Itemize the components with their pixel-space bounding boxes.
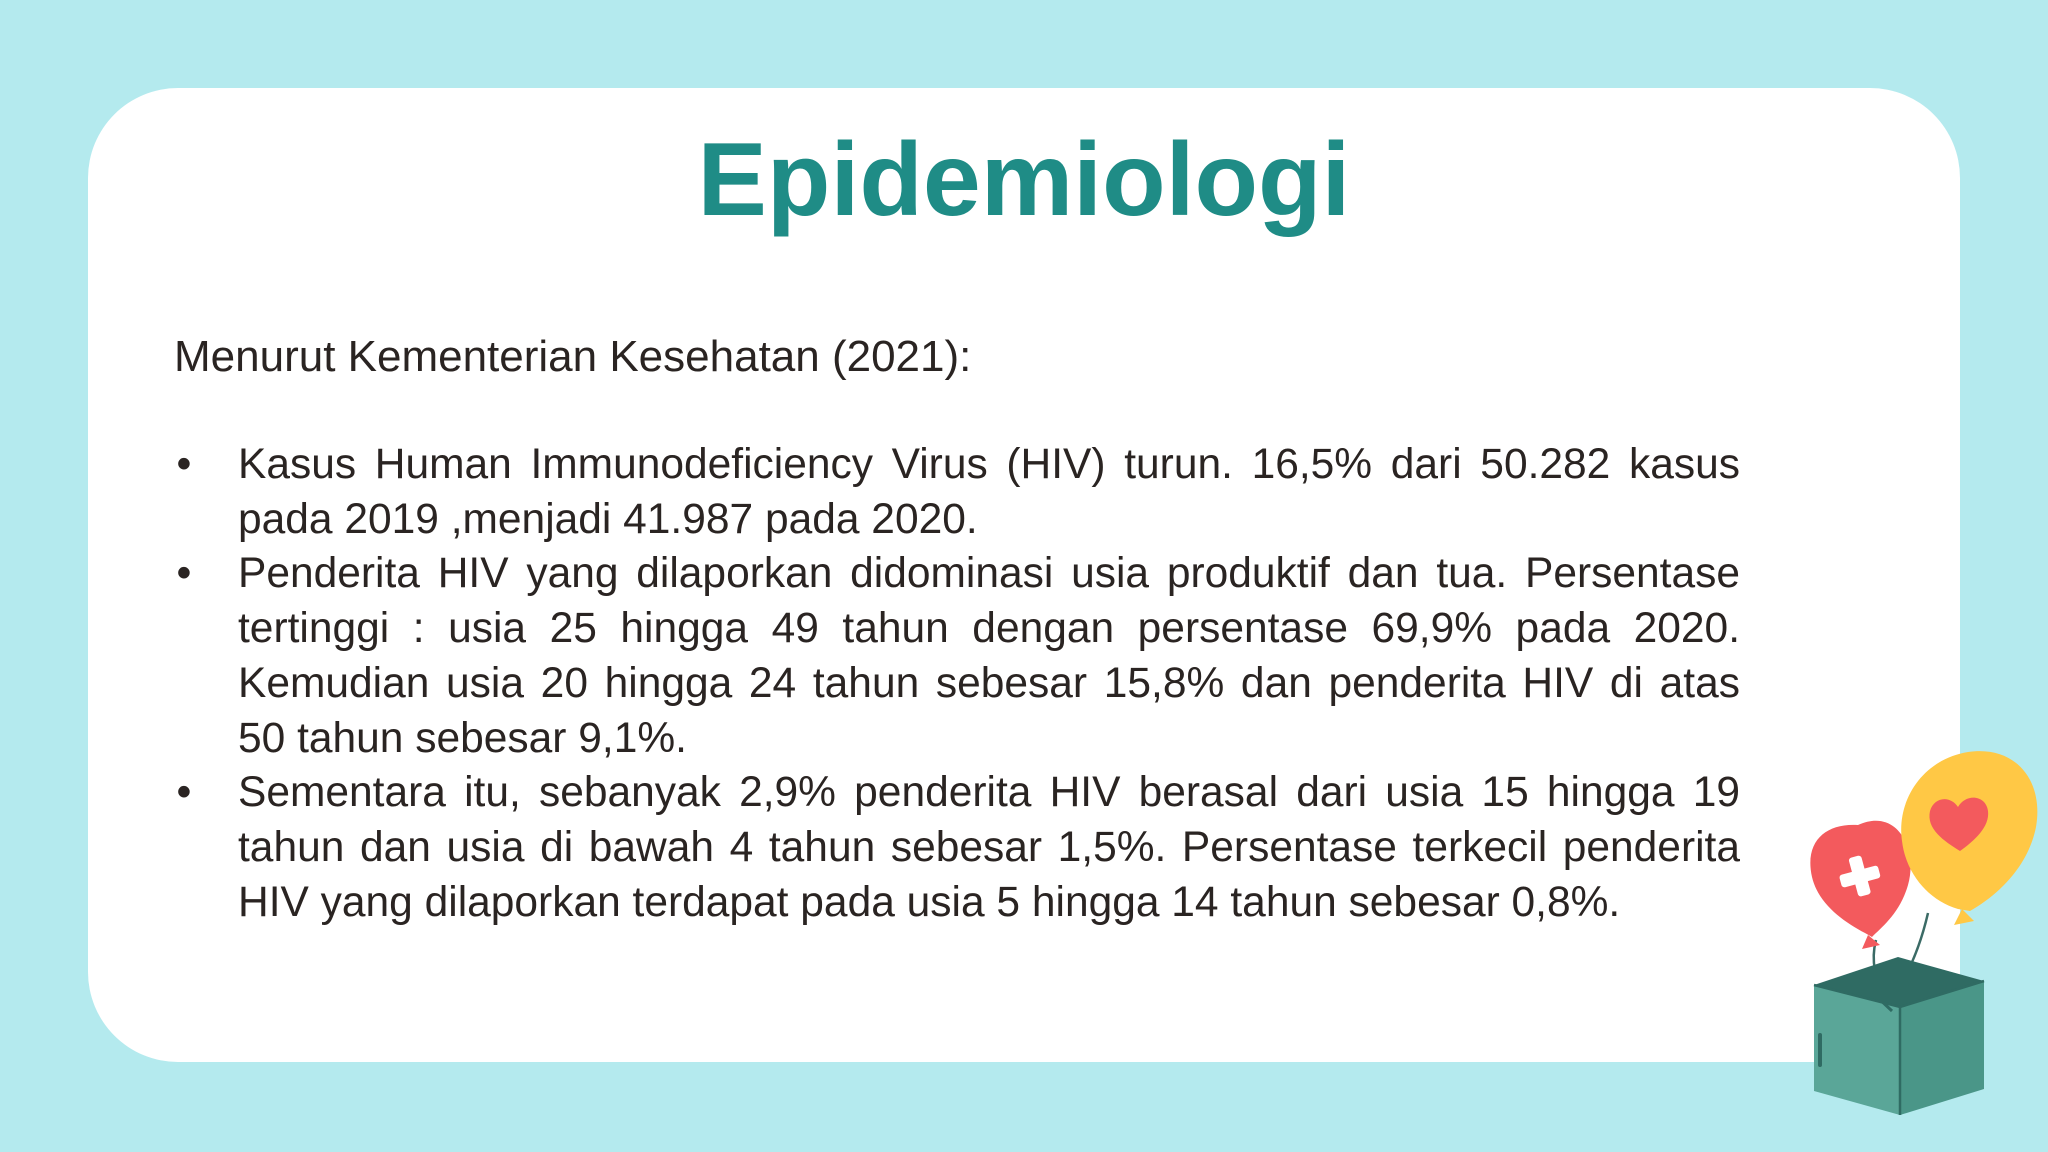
- bullet-marker: •: [176, 550, 192, 598]
- balloon-box-decoration: [1790, 745, 2048, 1152]
- bullet-marker: •: [176, 441, 192, 488]
- intro-text: Menurut Kementerian Kesehatan (2021):: [174, 332, 972, 381]
- bullet-list: [174, 438, 1740, 930]
- bullet-item: [174, 438, 1740, 547]
- red-balloon-plus-icon: [1810, 821, 1910, 949]
- bullet-item: [174, 547, 1740, 766]
- bullet-text: Kasus Human Immunodeficiency Virus (HIV) turun. 16,5% dari 50.282 kasus pada 2019 ,menjadi 41.987 pada 2020.: [238, 441, 1740, 543]
- slide-title: Epidemiologi: [697, 122, 1351, 238]
- bullet-marker: •: [176, 769, 192, 817]
- bullet-text: Penderita HIV yang dilaporkan didominasi usia produktif dan tua. Persentase tertinggi : usia 25 hingga 49 tahun dengan persentase 69,9% pada 2020. Kemudian usia 20 hingga 24 tahun sebesar 15,8% dan penderita HIV di atas 50 tahun sebesar 9,1%.: [238, 550, 1740, 762]
- bullet-text: Sementara itu, sebanyak 2,9% penderita HIV berasal dari usia 15 hingga 19 tahun dan usia di bawah 4 tahun sebesar 1,5%. Persentase terkecil penderita HIV yang dilaporkan terdapat pada usia 5 hingga 14 tahun sebesar 0,8%.: [238, 769, 1740, 926]
- teal-box-icon: [1814, 957, 1984, 1115]
- yellow-balloon-heart-icon: [1901, 751, 2037, 925]
- bullet-item: [174, 766, 1740, 930]
